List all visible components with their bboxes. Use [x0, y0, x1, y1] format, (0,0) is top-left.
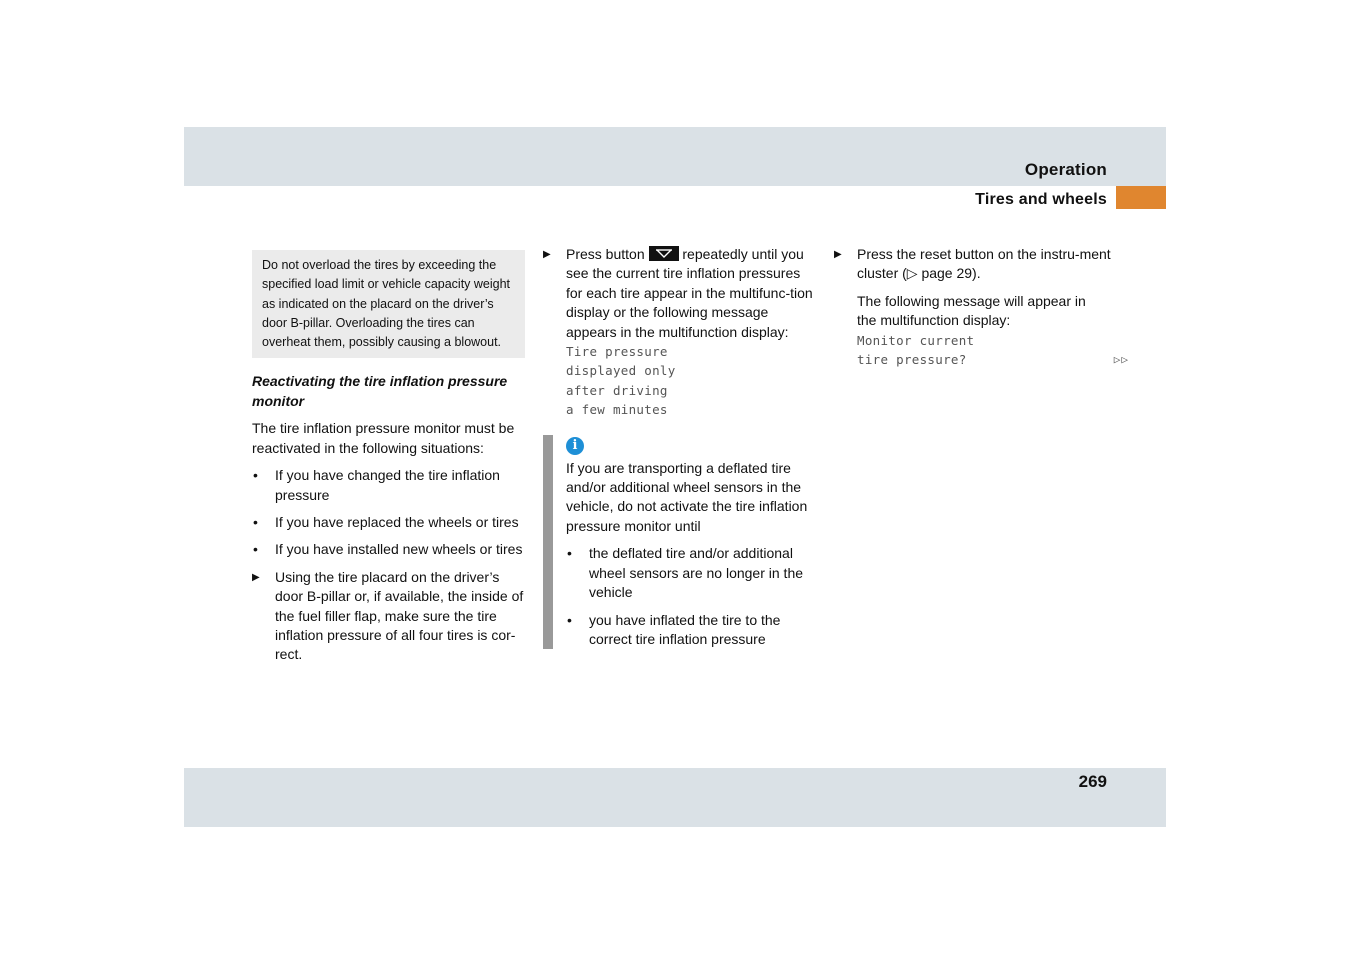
- note-list: [566, 544, 815, 649]
- step-text: Press the reset button on the instru-ment cluster (▷ page 29).: [857, 246, 1111, 282]
- display-message: Monitor current tire pressure? ▷▷: [857, 331, 1129, 370]
- subsection-title: Tires and wheels: [975, 191, 1107, 208]
- subsection-heading: Reactivating the tire inflation pressure monitor: [252, 373, 508, 409]
- message-block: [834, 292, 1129, 370]
- note-text: If you are transporting a deflated tire and/or additional wheel sensors in the vehicle, do not activate the tire inflation pressure monitor until: [566, 459, 808, 534]
- intro-paragraph: The tire inflation pressure monitor must be reactivated in the following situations:: [252, 420, 515, 456]
- instruction-step: [252, 568, 525, 665]
- display-message: Tire pressure displayed only after driving a few minutes: [566, 344, 676, 418]
- scroll-down-button-icon: [649, 246, 679, 261]
- section-title: Operation: [1024, 160, 1107, 179]
- list-item: • If you have installed new wheels or tires: [252, 540, 525, 559]
- list-item: • the deflated tire and/or additional wheel sensors are no longer in the vehicle: [567, 545, 804, 601]
- triangle-right-icon: ▶: [252, 571, 260, 583]
- page-number: 269: [1078, 772, 1107, 791]
- instruction-step: ▶ Press button repeatedly until you see the current tire inflation pressures for each tire appear in the multifunc-tion display or the following message appears in the multifunction display: Tire pressure displayed only after driving a few minutes: [543, 245, 815, 420]
- info-note: [543, 435, 815, 650]
- instruction-step: [834, 245, 1117, 284]
- note-bar: [543, 435, 553, 650]
- list-item: • you have inflated the tire to the correct tire inflation pressure: [567, 611, 781, 647]
- column-left: [252, 245, 525, 665]
- column-right: [834, 245, 1129, 369]
- list-item: • If you have replaced the wheels or tires: [252, 513, 525, 532]
- list-item: • If you have changed the tire inflation pressure: [253, 467, 500, 503]
- column-middle: [543, 245, 815, 649]
- chapter-tab: [1116, 186, 1166, 209]
- footer-band: [184, 768, 1166, 827]
- triangle-right-icon: ▶: [543, 249, 551, 260]
- bullet-icon: •: [253, 513, 258, 530]
- bullet-icon: •: [253, 467, 258, 484]
- step-text: Using the tire placard on the driver’s door B-pillar or, if available, the inside of the fuel filler flap, make sure the tire inflation pressure of all four tires is cor-rect.: [275, 568, 524, 663]
- follow-text: The following message will appear in the multifunction display:: [857, 292, 1086, 329]
- continue-arrows-icon: ▷▷: [1113, 353, 1129, 367]
- bullet-icon: •: [567, 545, 572, 562]
- bullet-icon: •: [253, 541, 258, 558]
- situations-list: [252, 466, 525, 560]
- warning-text: Do not overload the tires by exceeding the specified load limit or vehicle capacity weight as indicated on the placard on the driver’s door B-pillar. Overloading the tires can overheat them, possibly causing a blowout.: [262, 258, 511, 350]
- info-icon: i: [566, 437, 584, 455]
- header-band: [184, 127, 1166, 186]
- warning-box: [252, 250, 525, 358]
- bullet-icon: •: [567, 611, 572, 628]
- triangle-right-icon: ▶: [834, 249, 842, 260]
